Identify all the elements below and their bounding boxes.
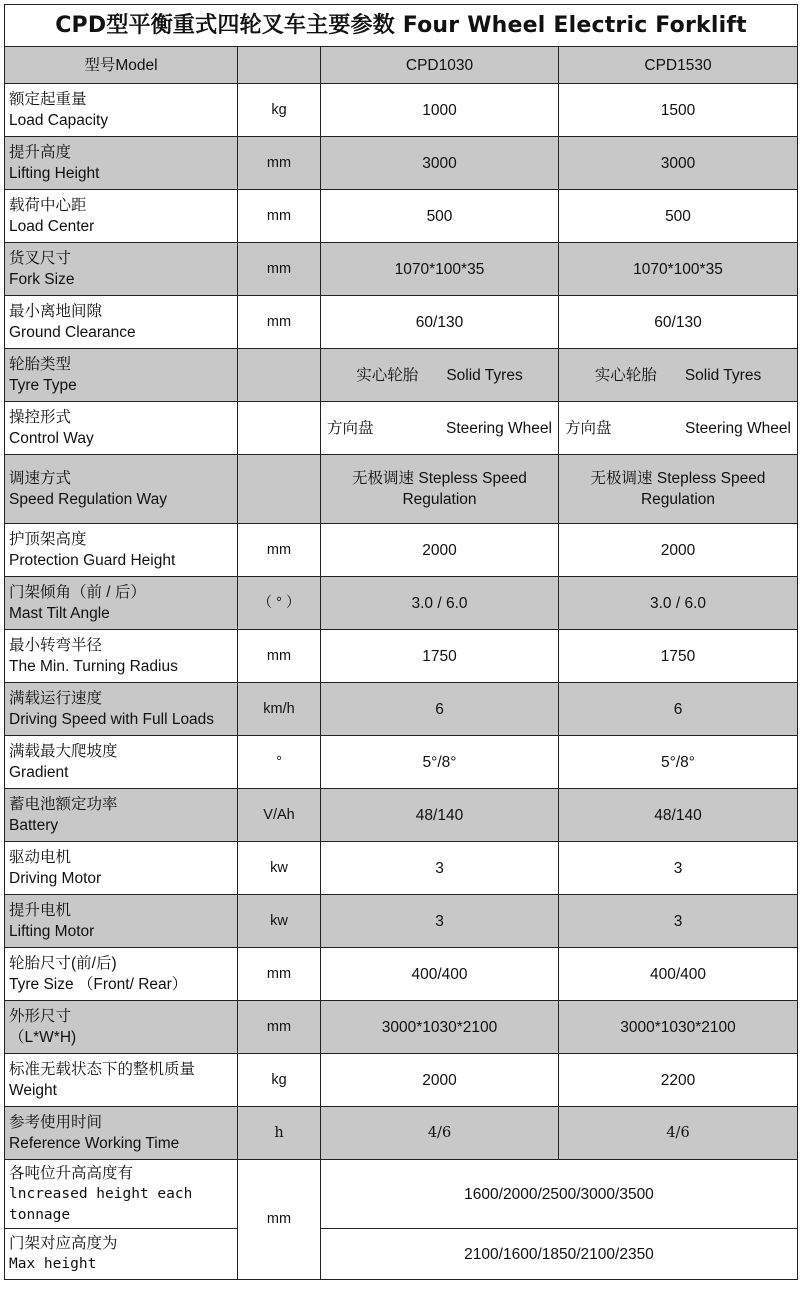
param-unit bbox=[238, 349, 321, 402]
param-unit: mm bbox=[238, 630, 321, 683]
value-model-2: 3000*1030*2100 bbox=[559, 1001, 798, 1054]
param-name: 最小离地间隙 Ground Clearance bbox=[5, 296, 238, 349]
value-model-2: 实心轮胎 Solid Tyres bbox=[559, 349, 798, 402]
param-name: 满载最大爬坡度 Gradient bbox=[5, 736, 238, 789]
value-model-2: 48/140 bbox=[559, 789, 798, 842]
table-row bbox=[5, 455, 798, 524]
param-name: 参考使用时间 Reference Working Time bbox=[5, 1107, 238, 1160]
value-model-2: 400/400 bbox=[559, 948, 798, 1001]
param-unit: mm bbox=[238, 948, 321, 1001]
param-name: 提升高度 Lifting Height bbox=[5, 137, 238, 190]
param-unit: kg bbox=[238, 84, 321, 137]
value-model-2: 60/130 bbox=[559, 296, 798, 349]
table-row bbox=[5, 349, 798, 402]
value-model-2: 3 bbox=[559, 842, 798, 895]
param-name: 最小转弯半径 The Min. Turning Radius bbox=[5, 630, 238, 683]
param-unit: V/Ah bbox=[238, 789, 321, 842]
model-label: 型号Model bbox=[5, 47, 238, 84]
header-unit-cell bbox=[238, 47, 321, 84]
table-row bbox=[5, 1107, 798, 1160]
table-row bbox=[5, 895, 798, 948]
value-model-2: 500 bbox=[559, 190, 798, 243]
table-row bbox=[5, 296, 798, 349]
param-unit: mm bbox=[238, 243, 321, 296]
param-name: 轮胎尺寸(前/后) Tyre Size （Front/ Rear） bbox=[5, 948, 238, 1001]
table-row bbox=[5, 84, 798, 137]
param-name: 外形尺寸 （L*W*H) bbox=[5, 1001, 238, 1054]
value-model-1: 1750 bbox=[321, 630, 559, 683]
value-model-1: 2000 bbox=[321, 524, 559, 577]
table-row bbox=[5, 683, 798, 736]
param-unit: ° bbox=[238, 736, 321, 789]
value-model-1: 48/140 bbox=[321, 789, 559, 842]
param-unit bbox=[238, 455, 321, 524]
param-name: 门架对应高度为 Max height bbox=[5, 1229, 238, 1280]
param-name: 驱动电机 Driving Motor bbox=[5, 842, 238, 895]
param-name: 门架倾角（前 / 后） Mast Tilt Angle bbox=[5, 577, 238, 630]
param-unit: mm bbox=[238, 1160, 321, 1280]
table-row bbox=[5, 1229, 798, 1280]
table-row bbox=[5, 137, 798, 190]
param-unit: km/h bbox=[238, 683, 321, 736]
param-unit: h bbox=[238, 1107, 321, 1160]
table-row bbox=[5, 789, 798, 842]
table-row bbox=[5, 524, 798, 577]
value-model-1: 500 bbox=[321, 190, 559, 243]
value-model-1: 3 bbox=[321, 842, 559, 895]
value-model-1: 无极调速 Stepless Speed Regulation bbox=[321, 455, 559, 524]
param-unit: mm bbox=[238, 137, 321, 190]
param-unit: mm bbox=[238, 190, 321, 243]
table-row bbox=[5, 736, 798, 789]
param-unit: mm bbox=[238, 296, 321, 349]
table-row bbox=[5, 948, 798, 1001]
param-name: 操控形式 Control Way bbox=[5, 402, 238, 455]
value-model-1: 3000*1030*2100 bbox=[321, 1001, 559, 1054]
value-model-2: 6 bbox=[559, 683, 798, 736]
param-name: 额定起重量 Load Capacity bbox=[5, 84, 238, 137]
param-unit: mm bbox=[238, 524, 321, 577]
value-model-2: 3 bbox=[559, 895, 798, 948]
spec-sheet bbox=[4, 4, 797, 1280]
value-model-2: 5°/8° bbox=[559, 736, 798, 789]
value-model-1: 400/400 bbox=[321, 948, 559, 1001]
value-model-1: 3000 bbox=[321, 137, 559, 190]
value-model-2: 1750 bbox=[559, 630, 798, 683]
param-name: 轮胎类型 Tyre Type bbox=[5, 349, 238, 402]
table-row bbox=[5, 1001, 798, 1054]
value-model-2: 3.0 / 6.0 bbox=[559, 577, 798, 630]
param-unit: kw bbox=[238, 895, 321, 948]
page-title: CPD型平衡重式四轮叉车主要参数 Four Wheel Electric Forklift bbox=[5, 5, 798, 47]
param-name: 货叉尺寸 Fork Size bbox=[5, 243, 238, 296]
value-model-2: 3000 bbox=[559, 137, 798, 190]
value-model-2: 无极调速 Stepless Speed Regulation bbox=[559, 455, 798, 524]
param-name: 护顶架高度 Protection Guard Height bbox=[5, 524, 238, 577]
table-row bbox=[5, 1160, 798, 1229]
value-model-1: 6 bbox=[321, 683, 559, 736]
param-unit: kw bbox=[238, 842, 321, 895]
model-1: CPD1030 bbox=[321, 47, 559, 84]
value-model-1: 5°/8° bbox=[321, 736, 559, 789]
param-name: 蓄电池额定功率 Battery bbox=[5, 789, 238, 842]
value-model-1: 60/130 bbox=[321, 296, 559, 349]
table-row bbox=[5, 243, 798, 296]
param-name: 各吨位升高高度有 lncreased height each tonnage bbox=[5, 1160, 238, 1229]
value-model-1: 1070*100*35 bbox=[321, 243, 559, 296]
value-model-2: 1500 bbox=[559, 84, 798, 137]
table-row bbox=[5, 402, 798, 455]
param-name: 调速方式 Speed Regulation Way bbox=[5, 455, 238, 524]
param-unit bbox=[238, 402, 321, 455]
table-row bbox=[5, 842, 798, 895]
spec-table bbox=[4, 4, 798, 1280]
param-name: 满载运行速度 Driving Speed with Full Loads bbox=[5, 683, 238, 736]
value-model-2: 4/6 bbox=[559, 1107, 798, 1160]
title-row bbox=[5, 5, 798, 47]
value-model-2: 方向盘 Steering Wheel bbox=[559, 402, 798, 455]
value-model-1: 3.0 / 6.0 bbox=[321, 577, 559, 630]
max-height-values: 2100/1600/1850/2100/2350 bbox=[321, 1229, 798, 1280]
value-model-1: 2000 bbox=[321, 1054, 559, 1107]
param-unit: （ ° ） bbox=[238, 577, 321, 630]
value-model-2: 2000 bbox=[559, 524, 798, 577]
value-model-1: 方向盘 Steering Wheel bbox=[321, 402, 559, 455]
value-model-1: 3 bbox=[321, 895, 559, 948]
value-model-1: 4/6 bbox=[321, 1107, 559, 1160]
param-unit: kg bbox=[238, 1054, 321, 1107]
param-name: 载荷中心距 Load Center bbox=[5, 190, 238, 243]
table-row bbox=[5, 577, 798, 630]
table-row bbox=[5, 1054, 798, 1107]
increased-height-values: 1600/2000/2500/3000/3500 bbox=[321, 1160, 798, 1229]
value-model-1: 实心轮胎 Solid Tyres bbox=[321, 349, 559, 402]
header-row bbox=[5, 47, 798, 84]
table-row bbox=[5, 190, 798, 243]
value-model-2: 2200 bbox=[559, 1054, 798, 1107]
table-row bbox=[5, 630, 798, 683]
param-name: 提升电机 Lifting Motor bbox=[5, 895, 238, 948]
value-model-2: 1070*100*35 bbox=[559, 243, 798, 296]
param-name: 标准无载状态下的整机质量 Weight bbox=[5, 1054, 238, 1107]
value-model-1: 1000 bbox=[321, 84, 559, 137]
model-2: CPD1530 bbox=[559, 47, 798, 84]
param-unit: mm bbox=[238, 1001, 321, 1054]
